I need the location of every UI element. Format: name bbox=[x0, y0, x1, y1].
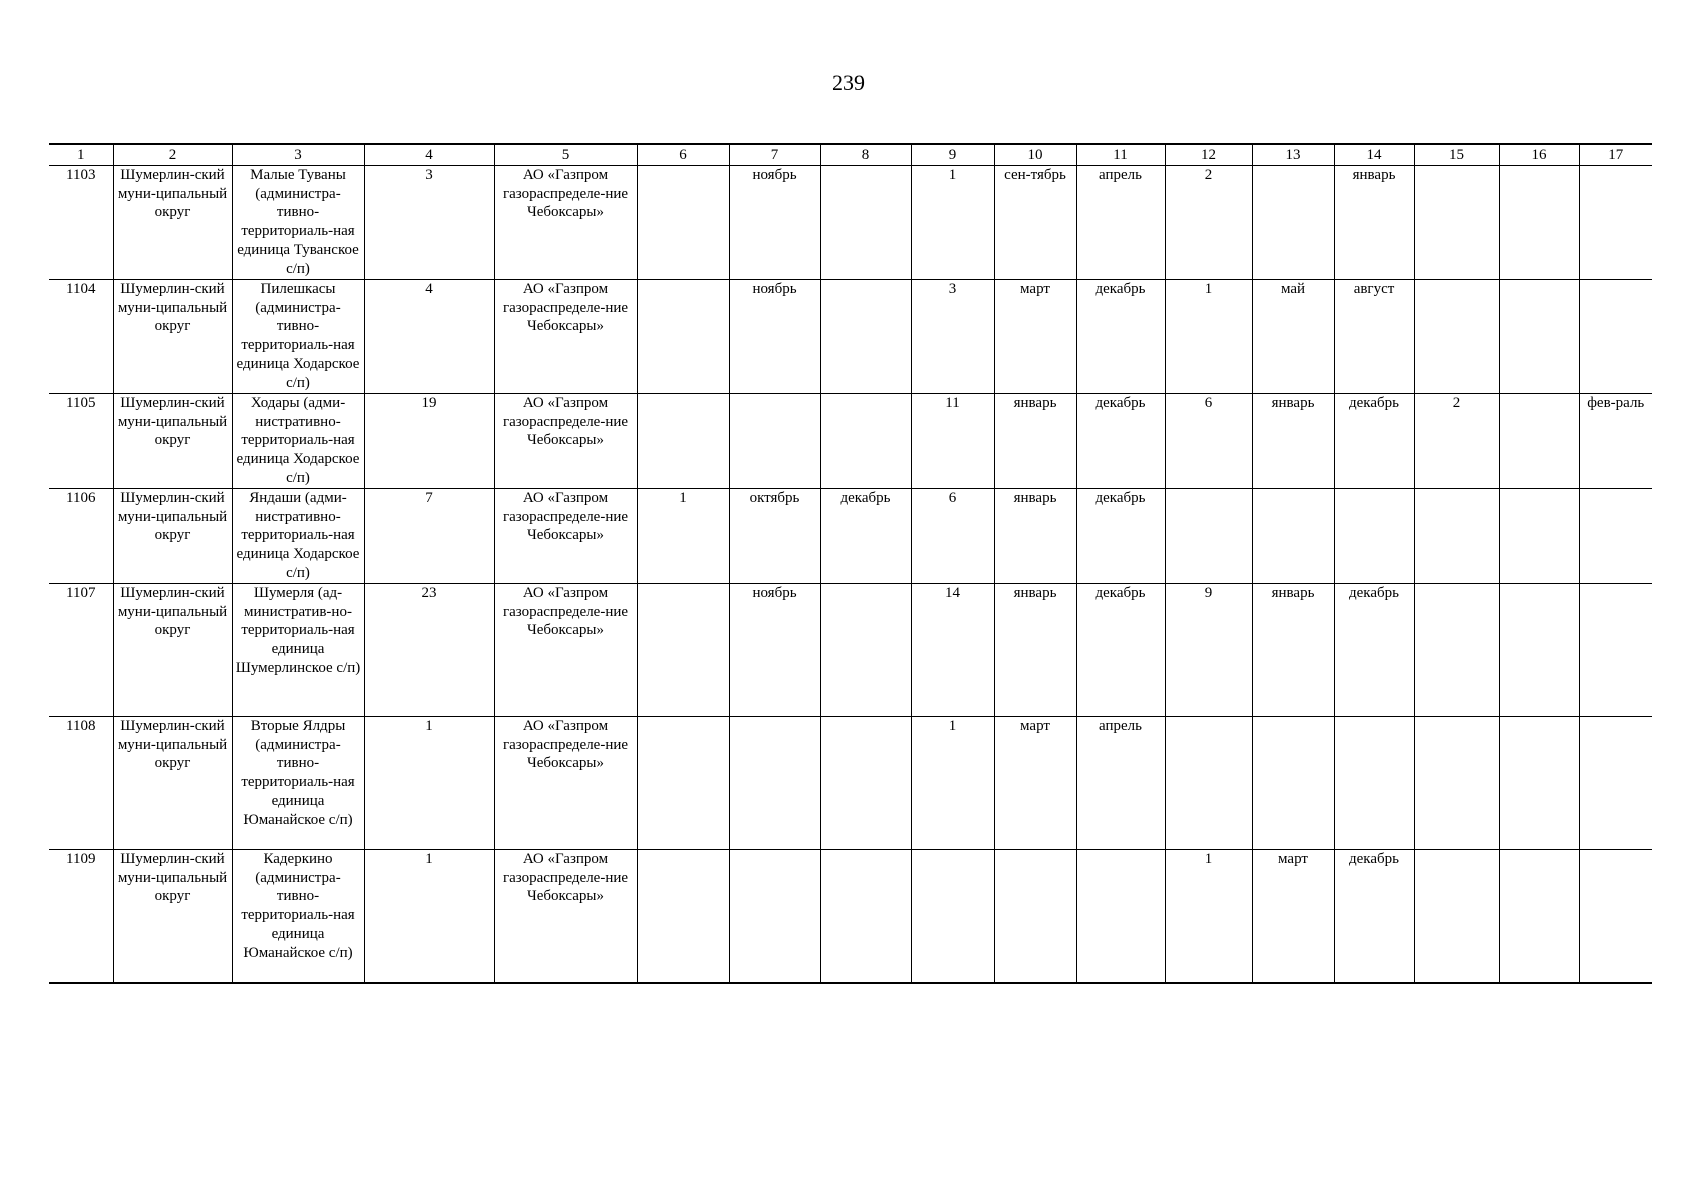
table-cell-col-6 bbox=[637, 280, 729, 394]
table-cell-col-10: март bbox=[994, 280, 1076, 394]
table-cell-col-15: 2 bbox=[1414, 394, 1499, 489]
column-number: 14 bbox=[1334, 144, 1414, 166]
column-number: 10 bbox=[994, 144, 1076, 166]
table-cell-col-12: 6 bbox=[1165, 394, 1252, 489]
table-cell-col-6 bbox=[637, 394, 729, 489]
table-cell-col-4: 3 bbox=[364, 166, 494, 280]
table-cell-col-2: Шумерлин-ский муни-ципальный округ bbox=[113, 280, 232, 394]
table-cell-col-3: Малые Туваны (администра-тивно-территориаль-ная единица Туванское с/п) bbox=[232, 166, 364, 280]
table-cell-col-8 bbox=[820, 280, 911, 394]
table-cell-col-1: 1105 bbox=[49, 394, 113, 489]
table-cell-col-16 bbox=[1499, 394, 1579, 489]
table-cell-col-10: январь bbox=[994, 489, 1076, 584]
table-cell-col-10: март bbox=[994, 717, 1076, 850]
column-number: 11 bbox=[1076, 144, 1165, 166]
table-cell-col-2: Шумерлин-ский муни-ципальный округ bbox=[113, 717, 232, 850]
table-row bbox=[49, 394, 1652, 489]
column-number-row bbox=[49, 144, 1652, 166]
table-row bbox=[49, 850, 1652, 983]
table-cell-col-15 bbox=[1414, 489, 1499, 584]
table-cell-col-13: март bbox=[1252, 850, 1334, 983]
column-number: 3 bbox=[232, 144, 364, 166]
table-cell-col-12: 1 bbox=[1165, 850, 1252, 983]
table-cell-col-16 bbox=[1499, 584, 1579, 717]
table-cell-col-3: Вторые Ялдры (администра-тивно-территориаль-ная единица Юманайское с/п) bbox=[232, 717, 364, 850]
table-cell-col-11: апрель bbox=[1076, 717, 1165, 850]
table-cell-col-15 bbox=[1414, 584, 1499, 717]
column-number: 1 bbox=[49, 144, 113, 166]
column-number: 15 bbox=[1414, 144, 1499, 166]
table-cell-col-6 bbox=[637, 584, 729, 717]
table-cell-col-11: декабрь bbox=[1076, 394, 1165, 489]
column-number: 16 bbox=[1499, 144, 1579, 166]
table-cell-col-1: 1103 bbox=[49, 166, 113, 280]
table-cell-col-7 bbox=[729, 850, 820, 983]
table-cell-col-15 bbox=[1414, 166, 1499, 280]
table-cell-col-1: 1109 bbox=[49, 850, 113, 983]
column-number: 9 bbox=[911, 144, 994, 166]
table-cell-col-6 bbox=[637, 850, 729, 983]
table-row bbox=[49, 166, 1652, 280]
table-cell-col-12: 1 bbox=[1165, 280, 1252, 394]
table-cell-col-12 bbox=[1165, 489, 1252, 584]
table-cell-col-5: АО «Газпром газораспределе-ние Чебоксары» bbox=[494, 584, 637, 717]
table-cell-col-3: Шумерля (ад-министратив-но-территориаль-ная единица Шумерлинское с/п) bbox=[232, 584, 364, 717]
table-cell-col-4: 4 bbox=[364, 280, 494, 394]
table-cell-col-16 bbox=[1499, 280, 1579, 394]
table-cell-col-3: Ходары (адми-нистративно-территориаль-ная единица Ходарское с/п) bbox=[232, 394, 364, 489]
table-cell-col-8 bbox=[820, 166, 911, 280]
column-number: 13 bbox=[1252, 144, 1334, 166]
table-cell-col-10: январь bbox=[994, 584, 1076, 717]
column-number: 17 bbox=[1579, 144, 1652, 166]
table-cell-col-10: январь bbox=[994, 394, 1076, 489]
table-cell-col-4: 1 bbox=[364, 850, 494, 983]
page-number: 239 bbox=[832, 70, 865, 95]
column-number: 8 bbox=[820, 144, 911, 166]
column-number: 12 bbox=[1165, 144, 1252, 166]
table-cell-col-13: январь bbox=[1252, 584, 1334, 717]
table-cell-col-9: 14 bbox=[911, 584, 994, 717]
table-body bbox=[49, 166, 1652, 983]
table-cell-col-6: 1 bbox=[637, 489, 729, 584]
table-cell-col-16 bbox=[1499, 166, 1579, 280]
data-table bbox=[49, 143, 1652, 984]
table-cell-col-10 bbox=[994, 850, 1076, 983]
table-cell-col-4: 1 bbox=[364, 717, 494, 850]
table-cell-col-1: 1107 bbox=[49, 584, 113, 717]
table-cell-col-7: ноябрь bbox=[729, 280, 820, 394]
table-cell-col-8 bbox=[820, 584, 911, 717]
table-cell-col-3: Пилешкасы (администра-тивно-территориаль-ная единица Ходарское с/п) bbox=[232, 280, 364, 394]
table-cell-col-11: апрель bbox=[1076, 166, 1165, 280]
table-cell-col-6 bbox=[637, 717, 729, 850]
table-row bbox=[49, 489, 1652, 584]
table-cell-col-14: декабрь bbox=[1334, 394, 1414, 489]
table-cell-col-9: 1 bbox=[911, 717, 994, 850]
table-cell-col-5: АО «Газпром газораспределе-ние Чебоксары» bbox=[494, 280, 637, 394]
table-row bbox=[49, 717, 1652, 850]
table-cell-col-7: ноябрь bbox=[729, 584, 820, 717]
table-cell-col-13 bbox=[1252, 166, 1334, 280]
table-cell-col-2: Шумерлин-ский муни-ципальный округ bbox=[113, 394, 232, 489]
table-cell-col-15 bbox=[1414, 850, 1499, 983]
table-cell-col-14: август bbox=[1334, 280, 1414, 394]
table-cell-col-1: 1108 bbox=[49, 717, 113, 850]
table-cell-col-4: 7 bbox=[364, 489, 494, 584]
table-cell-col-13: январь bbox=[1252, 394, 1334, 489]
table-cell-col-1: 1104 bbox=[49, 280, 113, 394]
table-cell-col-9: 11 bbox=[911, 394, 994, 489]
table-cell-col-9 bbox=[911, 850, 994, 983]
table-cell-col-13 bbox=[1252, 717, 1334, 850]
column-number: 2 bbox=[113, 144, 232, 166]
table-cell-col-8 bbox=[820, 850, 911, 983]
table-cell-col-2: Шумерлин-ский муни-ципальный округ bbox=[113, 166, 232, 280]
table-cell-col-11 bbox=[1076, 850, 1165, 983]
table-cell-col-14: январь bbox=[1334, 166, 1414, 280]
table-cell-col-12: 9 bbox=[1165, 584, 1252, 717]
table-cell-col-15 bbox=[1414, 280, 1499, 394]
table-cell-col-15 bbox=[1414, 717, 1499, 850]
table-cell-col-17 bbox=[1579, 717, 1652, 850]
table-cell-col-2: Шумерлин-ский муни-ципальный округ bbox=[113, 850, 232, 983]
table-cell-col-17: фев-раль bbox=[1579, 394, 1652, 489]
table-cell-col-9: 3 bbox=[911, 280, 994, 394]
table-cell-col-14: декабрь bbox=[1334, 850, 1414, 983]
table-cell-col-1: 1106 bbox=[49, 489, 113, 584]
column-number: 5 bbox=[494, 144, 637, 166]
table-cell-col-13: май bbox=[1252, 280, 1334, 394]
table-cell-col-9: 1 bbox=[911, 166, 994, 280]
table-cell-col-6 bbox=[637, 166, 729, 280]
table-cell-col-14: декабрь bbox=[1334, 584, 1414, 717]
table-cell-col-5: АО «Газпром газораспределе-ние Чебоксары» bbox=[494, 850, 637, 983]
table-cell-col-4: 19 bbox=[364, 394, 494, 489]
table-cell-col-2: Шумерлин-ский муни-ципальный округ bbox=[113, 584, 232, 717]
table-cell-col-8: декабрь bbox=[820, 489, 911, 584]
table-cell-col-11: декабрь bbox=[1076, 584, 1165, 717]
table-cell-col-17 bbox=[1579, 584, 1652, 717]
table-cell-col-17 bbox=[1579, 489, 1652, 584]
table-cell-col-7 bbox=[729, 717, 820, 850]
table-cell-col-16 bbox=[1499, 717, 1579, 850]
table-row bbox=[49, 584, 1652, 717]
table-cell-col-5: АО «Газпром газораспределе-ние Чебоксары» bbox=[494, 166, 637, 280]
table-cell-col-14 bbox=[1334, 717, 1414, 850]
table-cell-col-11: декабрь bbox=[1076, 489, 1165, 584]
table-cell-col-5: АО «Газпром газораспределе-ние Чебоксары» bbox=[494, 394, 637, 489]
column-number: 4 bbox=[364, 144, 494, 166]
table-cell-col-4: 23 bbox=[364, 584, 494, 717]
table-cell-col-5: АО «Газпром газораспределе-ние Чебоксары» bbox=[494, 489, 637, 584]
column-number: 6 bbox=[637, 144, 729, 166]
table-cell-col-12 bbox=[1165, 717, 1252, 850]
table-cell-col-10: сен-тябрь bbox=[994, 166, 1076, 280]
table-cell-col-9: 6 bbox=[911, 489, 994, 584]
table-cell-col-12: 2 bbox=[1165, 166, 1252, 280]
table-cell-col-17 bbox=[1579, 280, 1652, 394]
table-cell-col-3: Кадеркино (администра-тивно-территориаль-ная единица Юманайское с/п) bbox=[232, 850, 364, 983]
table-cell-col-16 bbox=[1499, 850, 1579, 983]
column-number: 7 bbox=[729, 144, 820, 166]
table-cell-col-8 bbox=[820, 394, 911, 489]
table-cell-col-16 bbox=[1499, 489, 1579, 584]
table-cell-col-3: Яндаши (адми-нистративно-территориаль-ная единица Ходарское с/п) bbox=[232, 489, 364, 584]
table-cell-col-14 bbox=[1334, 489, 1414, 584]
table-row bbox=[49, 280, 1652, 394]
table-cell-col-2: Шумерлин-ский муни-ципальный округ bbox=[113, 489, 232, 584]
table-cell-col-11: декабрь bbox=[1076, 280, 1165, 394]
table-cell-col-13 bbox=[1252, 489, 1334, 584]
table-cell-col-5: АО «Газпром газораспределе-ние Чебоксары» bbox=[494, 717, 637, 850]
table-cell-col-17 bbox=[1579, 166, 1652, 280]
table-cell-col-7: октябрь bbox=[729, 489, 820, 584]
table-cell-col-17 bbox=[1579, 850, 1652, 983]
table-cell-col-7 bbox=[729, 394, 820, 489]
table-cell-col-8 bbox=[820, 717, 911, 850]
table-cell-col-7: ноябрь bbox=[729, 166, 820, 280]
